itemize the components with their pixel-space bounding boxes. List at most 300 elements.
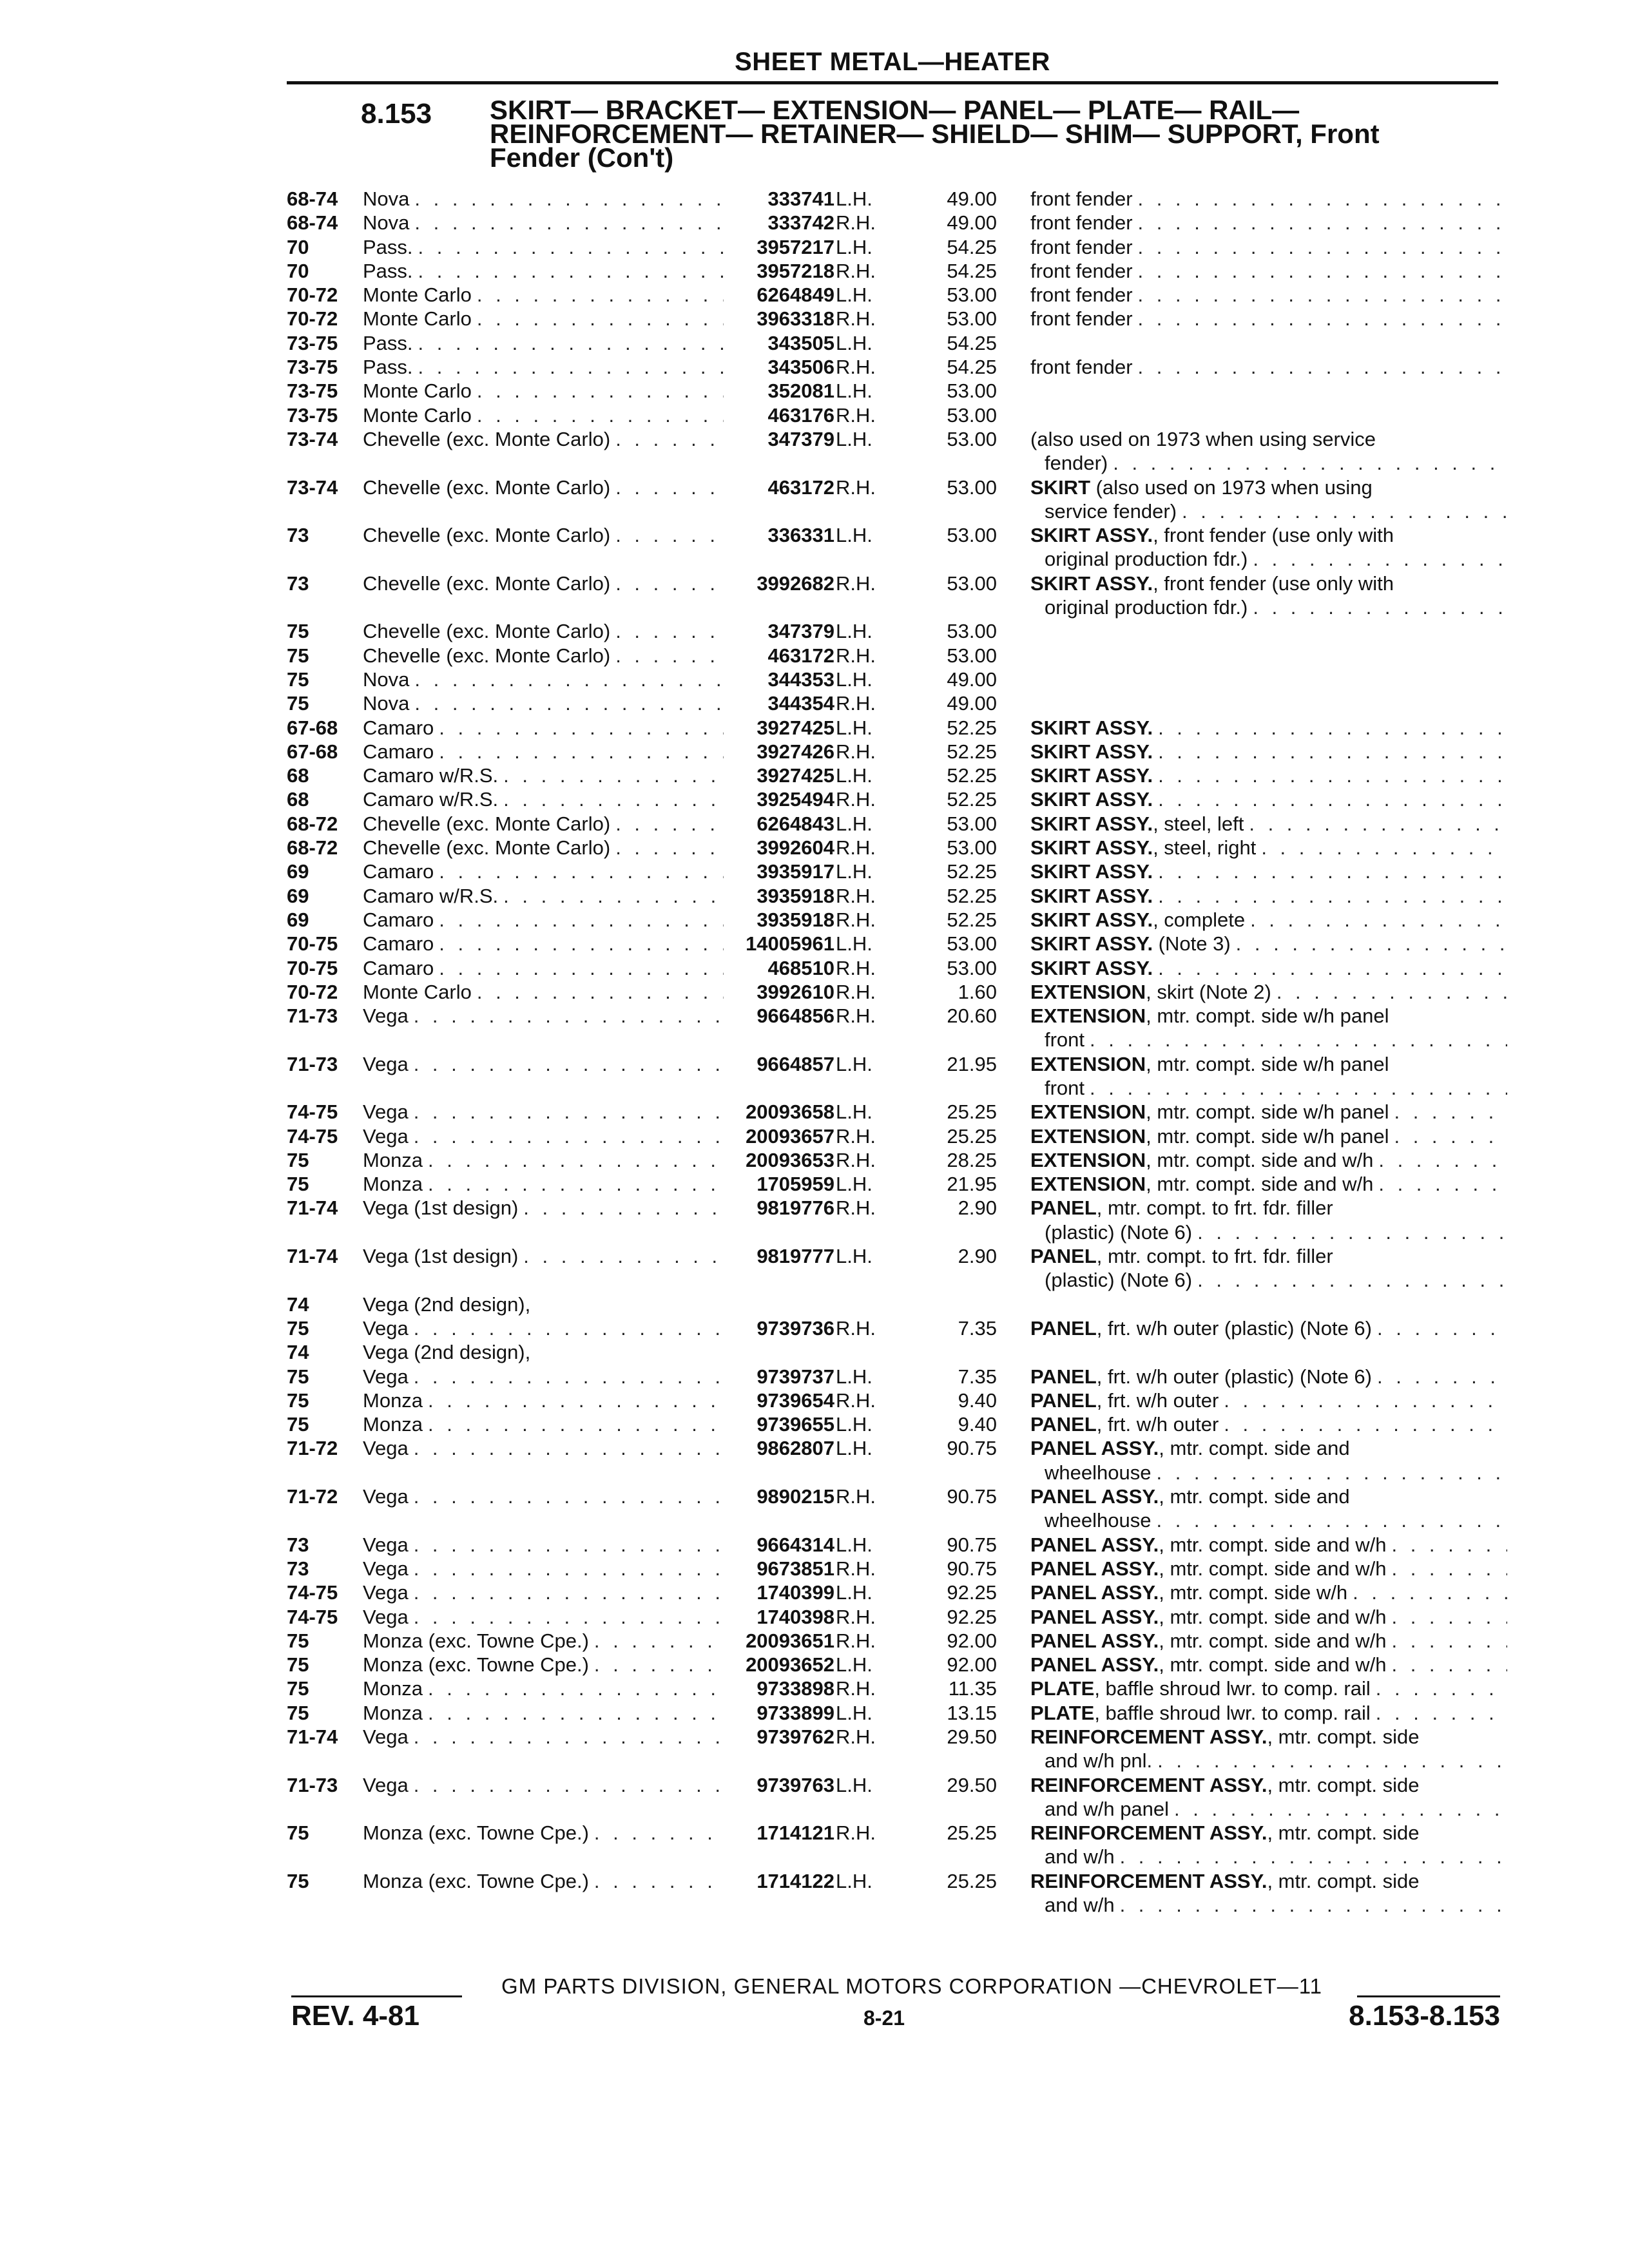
price-cell: 25.25: [947, 1869, 997, 1892]
part-number-cell: 1705959: [757, 1173, 834, 1196]
dot-leader: [1372, 1316, 1507, 1340]
description-detail: , mtr. compt. to frt. fdr. filler: [1096, 1196, 1333, 1220]
part-number-cell: 9862807: [757, 1437, 834, 1460]
description-detail: , mtr. compt. side w/h panel: [1146, 1004, 1389, 1028]
description-text: [1045, 1076, 1084, 1100]
description-keyword: PANEL ASSY.: [1030, 1533, 1159, 1556]
description-line: [1030, 523, 1507, 547]
dot-leader: [409, 1004, 724, 1028]
model-text: Chevelle (exc. Monte Carlo): [363, 836, 611, 860]
description-text: [1030, 1605, 1386, 1629]
description-text: [1030, 1052, 1389, 1076]
year-cell: 71-74: [287, 1196, 338, 1220]
side-cell: L.H.: [836, 1100, 872, 1124]
price-cell: 52.25: [947, 908, 997, 931]
description-line: [1030, 812, 1507, 836]
description-detail: original production fdr.): [1045, 548, 1248, 571]
dot-leader: [1248, 547, 1507, 571]
description-cell: [1030, 1244, 1507, 1293]
description-cell: [1030, 1581, 1507, 1604]
dot-leader: [1386, 1557, 1507, 1581]
table-row: [287, 668, 1501, 691]
dot-leader: [409, 211, 724, 235]
model-text: Vega (2nd design),: [363, 1341, 531, 1364]
description-detail: , mtr. compt. side and w/h: [1159, 1533, 1387, 1556]
part-number-cell: 468510: [767, 956, 834, 979]
description-text: [1030, 187, 1133, 211]
description-cell: [1030, 1725, 1507, 1773]
year-cell: 70: [287, 259, 309, 282]
table-row: [287, 1725, 1501, 1773]
description-detail: , mtr. compt. side w/h panel: [1146, 1100, 1389, 1124]
side-cell: R.H.: [836, 403, 876, 427]
description-keyword: SKIRT ASSY.: [1030, 788, 1153, 811]
description-keyword: PANEL: [1030, 1413, 1097, 1436]
description-line: [1030, 1028, 1507, 1052]
description-text: [1030, 932, 1231, 956]
model-text: Monza: [363, 1413, 423, 1436]
part-number-cell: 20093658: [746, 1100, 834, 1124]
price-cell: 54.25: [947, 331, 997, 354]
table-row: [287, 619, 1501, 643]
year-cell: 75: [287, 1389, 309, 1412]
side-cell: R.H.: [836, 1389, 876, 1412]
model-text: Monza (exc. Towne Cpe.): [363, 1629, 589, 1652]
description-text: [1030, 764, 1153, 787]
dot-leader: [409, 1365, 724, 1389]
description-cell: [1030, 932, 1507, 956]
model-text: Vega: [363, 1437, 409, 1460]
description-cell: [1030, 1869, 1507, 1917]
price-cell: 13.15: [947, 1701, 997, 1724]
price-cell: 53.00: [947, 620, 997, 643]
dot-leader: [1153, 764, 1507, 787]
description-line: [1030, 1076, 1507, 1100]
description-detail: , mtr. compt. side: [1267, 1821, 1420, 1845]
side-cell: R.H.: [836, 1316, 876, 1340]
description-detail: , mtr. compt. side and w/h: [1159, 1629, 1387, 1652]
description-cell: [1030, 740, 1507, 764]
dot-leader: [1219, 1389, 1507, 1412]
description-cell: [1030, 1389, 1507, 1412]
description-detail: , complete: [1153, 908, 1246, 931]
part-number-cell: 1740399: [757, 1581, 834, 1604]
description-cell: [1030, 523, 1507, 572]
dot-leader: [1271, 980, 1507, 1004]
model-cell: [363, 1533, 724, 1557]
year-cell: 68-72: [287, 836, 338, 860]
description-cell: [1030, 956, 1507, 980]
model-cell: [363, 1821, 724, 1845]
model-text: Chevelle (exc. Monte Carlo): [363, 476, 611, 499]
year-cell: 68-72: [287, 812, 338, 835]
description-text: [1030, 235, 1133, 259]
description-text: [1030, 427, 1376, 451]
description-text: [1045, 1461, 1151, 1485]
side-cell: L.H.: [836, 1413, 872, 1436]
dot-leader: [610, 619, 724, 643]
price-cell: 9.40: [958, 1413, 997, 1436]
year-cell: 75: [287, 1365, 309, 1388]
description-line: [1030, 1869, 1507, 1893]
description-text: [1030, 1124, 1389, 1148]
part-number-cell: 3935917: [757, 860, 834, 883]
description-text: [1045, 1749, 1152, 1773]
description-detail: and w/h: [1045, 1894, 1115, 1917]
description-detail: (also used on 1973 when using: [1090, 476, 1373, 499]
description-detail: , mtr. compt. side: [1267, 1725, 1420, 1748]
description-detail: , mtr. compt. side and w/h: [1159, 1653, 1387, 1677]
description-text: [1030, 740, 1153, 764]
model-cell: [363, 187, 724, 211]
description-line: [1030, 1316, 1507, 1340]
table-row: [287, 980, 1501, 1004]
description-text: [1030, 1533, 1386, 1557]
description-text: [1030, 283, 1133, 307]
model-text: Vega: [363, 1124, 409, 1148]
description-detail: wheelhouse: [1045, 1509, 1152, 1532]
description-cell: [1030, 1557, 1507, 1581]
table-row: [287, 1485, 1501, 1533]
model-text: Monte Carlo: [363, 403, 472, 427]
description-keyword: SKIRT ASSY.: [1030, 884, 1153, 907]
part-number-cell: 344353: [767, 668, 834, 691]
description-text: [1030, 1557, 1386, 1581]
price-cell: 2.90: [958, 1196, 997, 1220]
description-keyword: EXTENSION: [1030, 1100, 1146, 1124]
side-cell: R.H.: [836, 1821, 876, 1845]
model-cell: [363, 908, 724, 932]
year-cell: 69: [287, 884, 309, 907]
description-keyword: SKIRT ASSY.: [1030, 932, 1153, 956]
side-cell: R.H.: [836, 908, 876, 931]
description-cell: [1030, 307, 1507, 331]
model-cell: [363, 1148, 724, 1172]
description-cell: [1030, 572, 1507, 620]
description-keyword: PANEL: [1030, 1389, 1097, 1412]
description-line: [1030, 1581, 1507, 1604]
description-text: [1030, 1677, 1371, 1700]
dot-leader: [589, 1821, 724, 1845]
side-cell: R.H.: [836, 956, 876, 979]
model-cell: [363, 1293, 724, 1316]
part-number-cell: 3927426: [757, 740, 834, 763]
price-cell: 53.00: [947, 427, 997, 450]
price-cell: 25.25: [947, 1821, 997, 1845]
dot-leader: [498, 787, 724, 811]
price-cell: 53.00: [947, 812, 997, 835]
model-cell: [363, 1581, 724, 1604]
model-text: Vega: [363, 1557, 409, 1580]
year-cell: 69: [287, 908, 309, 931]
model-text: Camaro: [363, 908, 434, 931]
price-cell: 52.25: [947, 884, 997, 907]
price-cell: 53.00: [947, 836, 997, 860]
table-row: [287, 1004, 1501, 1052]
description-text: [1030, 476, 1373, 499]
table-row: [287, 379, 1501, 403]
description-text: [1030, 787, 1153, 811]
description-line: [1030, 1557, 1507, 1581]
model-text: Camaro w/R.S.: [363, 788, 499, 811]
price-cell: 90.75: [947, 1533, 997, 1556]
model-text: Monte Carlo: [363, 980, 472, 1003]
dot-leader: [518, 1196, 724, 1220]
price-cell: 54.25: [947, 356, 997, 379]
dot-leader: [434, 908, 724, 932]
year-cell: 73-75: [287, 380, 338, 403]
model-cell: [363, 379, 724, 403]
dot-leader: [1153, 787, 1507, 811]
part-number-cell: 9890215: [757, 1485, 834, 1508]
side-cell: L.H.: [836, 1365, 872, 1388]
table-row: [287, 1293, 1501, 1316]
description-keyword: SKIRT ASSY.: [1030, 956, 1153, 979]
part-number-cell: 9673851: [757, 1557, 834, 1580]
dot-leader: [1133, 283, 1507, 307]
table-row: [287, 1533, 1501, 1557]
table-row: [287, 1365, 1501, 1389]
model-cell: [363, 1485, 724, 1508]
description-line: [1030, 1461, 1507, 1485]
description-keyword: SKIRT ASSY.: [1030, 860, 1153, 883]
table-row: [287, 259, 1501, 283]
dot-leader: [1248, 595, 1507, 619]
table-row: [287, 1629, 1501, 1653]
description-line: [1030, 476, 1507, 499]
model-cell: [363, 1316, 724, 1340]
year-cell: 73-74: [287, 476, 338, 499]
model-text: Camaro: [363, 956, 434, 979]
price-cell: 49.00: [947, 187, 997, 210]
dot-leader: [434, 716, 724, 740]
description-keyword: EXTENSION: [1030, 980, 1146, 1003]
description-line: [1030, 1629, 1507, 1653]
side-cell: R.H.: [836, 476, 876, 499]
price-cell: 53.00: [947, 476, 997, 499]
model-cell: [363, 1412, 724, 1436]
description-cell: [1030, 1653, 1507, 1677]
description-line: [1030, 764, 1507, 787]
table-row: [287, 1172, 1501, 1196]
side-cell: R.H.: [836, 644, 876, 667]
description-detail: , mtr. compt. side: [1267, 1773, 1420, 1796]
description-text: [1030, 1821, 1419, 1845]
description-keyword: SKIRT: [1030, 476, 1090, 499]
price-cell: 53.00: [947, 380, 997, 403]
dot-leader: [1115, 1845, 1507, 1869]
part-number-cell: 3992604: [757, 836, 834, 860]
description-detail: , mtr. compt. side w/h panel: [1146, 1052, 1389, 1075]
dot-leader: [434, 956, 724, 980]
description-line: [1030, 1701, 1507, 1725]
side-cell: L.H.: [836, 716, 872, 739]
description-keyword: PANEL ASSY.: [1030, 1557, 1159, 1580]
model-text: Vega: [363, 1533, 409, 1556]
description-cell: [1030, 1052, 1507, 1100]
year-cell: 74: [287, 1293, 309, 1316]
description-text: [1030, 1196, 1333, 1220]
price-cell: 11.35: [948, 1677, 997, 1700]
description-detail: and w/h: [1045, 1845, 1115, 1869]
year-cell: 71-74: [287, 1725, 338, 1748]
side-cell: R.H.: [836, 572, 876, 595]
description-keyword: SKIRT ASSY.: [1030, 572, 1153, 595]
description-text: [1030, 1148, 1373, 1172]
footer-rule-right: [1357, 1995, 1500, 1997]
model-cell: [363, 1869, 724, 1893]
description-text: [1045, 1268, 1192, 1292]
model-cell: [363, 331, 724, 355]
model-text: Monte Carlo: [363, 307, 472, 331]
dot-leader: [423, 1412, 724, 1436]
table-row: [287, 187, 1501, 211]
description-line: [1030, 1244, 1507, 1268]
description-keyword: EXTENSION: [1030, 1148, 1146, 1171]
side-cell: L.H.: [836, 235, 872, 258]
year-cell: 69: [287, 860, 309, 883]
price-cell: 52.25: [947, 740, 997, 763]
model-text: Chevelle (exc. Monte Carlo): [363, 644, 611, 667]
description-keyword: SKIRT ASSY.: [1030, 740, 1153, 763]
section-title: SKIRT— BRACKET— EXTENSION— PANEL— PLATE— RAIL— REINFORCEMENT— RETAINER— SHIELD— SHIM— SUPPORT, Front Fender (Con't): [490, 95, 1380, 173]
model-cell: [363, 1172, 724, 1196]
year-cell: 73: [287, 1533, 309, 1556]
table-row: [287, 860, 1501, 883]
model-cell: [363, 787, 724, 811]
dot-leader: [409, 1533, 724, 1557]
dot-leader: [1386, 1605, 1507, 1629]
side-cell: L.H.: [836, 620, 872, 643]
description-keyword: PANEL ASSY.: [1030, 1653, 1159, 1677]
side-cell: L.H.: [836, 284, 872, 307]
description-line: [1030, 259, 1507, 283]
part-number-cell: 463172: [767, 476, 834, 499]
description-detail: , baffle shroud lwr. to comp. rail: [1094, 1677, 1371, 1700]
part-number-cell: 343505: [767, 331, 834, 354]
model-cell: [363, 884, 724, 908]
table-row: [287, 1581, 1501, 1604]
price-cell: 21.95: [947, 1052, 997, 1075]
part-number-cell: 352081: [767, 380, 834, 403]
description-keyword: EXTENSION: [1030, 1052, 1146, 1075]
description-line: [1030, 1533, 1507, 1557]
description-line: [1030, 211, 1507, 235]
model-cell: [363, 427, 724, 451]
description-cell: [1030, 1436, 1507, 1485]
model-cell: [363, 1389, 724, 1412]
dot-leader: [409, 1581, 724, 1604]
table-row: [287, 235, 1501, 259]
side-cell: R.H.: [836, 1605, 876, 1628]
price-cell: 90.75: [947, 1437, 997, 1460]
description-cell: [1030, 908, 1507, 932]
description-line: [1030, 187, 1507, 211]
description-cell: [1030, 259, 1507, 283]
dot-leader: [1347, 1581, 1507, 1604]
dot-leader: [409, 187, 724, 211]
side-cell: R.H.: [836, 1196, 876, 1220]
description-detail: , mtr. compt. side and w/h: [1146, 1148, 1374, 1171]
model-cell: [363, 1677, 724, 1700]
part-number-cell: 6264849: [757, 284, 834, 307]
table-row: [287, 1436, 1501, 1485]
model-cell: [363, 1629, 724, 1653]
table-row: [287, 908, 1501, 932]
dot-leader: [1256, 836, 1507, 860]
table-row: [287, 644, 1501, 668]
description-line: [1030, 1677, 1507, 1700]
description-line: [1030, 1773, 1507, 1797]
description-text: [1045, 1893, 1115, 1917]
description-detail: (also used on 1973 when using service: [1030, 427, 1376, 450]
dot-leader: [589, 1653, 724, 1677]
description-line: [1030, 884, 1507, 908]
dot-leader: [1177, 499, 1507, 523]
year-cell: 67-68: [287, 716, 338, 739]
year-cell: 75: [287, 1677, 309, 1700]
description-line: [1030, 1412, 1507, 1436]
side-cell: L.H.: [836, 1653, 872, 1677]
price-cell: 29.50: [947, 1725, 997, 1748]
description-cell: [1030, 764, 1507, 787]
description-cell: [1030, 187, 1507, 211]
table-row: [287, 1677, 1501, 1700]
model-cell: [363, 1701, 724, 1725]
dot-leader: [1169, 1797, 1507, 1821]
dot-leader: [409, 1124, 724, 1148]
description-text: [1030, 1412, 1219, 1436]
price-cell: 92.25: [947, 1581, 997, 1604]
dot-leader: [518, 1244, 724, 1268]
part-number-cell: 20093651: [746, 1629, 834, 1652]
year-cell: 70-75: [287, 956, 338, 979]
footer-revision: REV. 4-81: [291, 2000, 419, 2032]
page-header: SHEET METAL—HEATER: [735, 48, 1050, 76]
part-number-cell: 3935918: [757, 908, 834, 931]
model-cell: [363, 836, 724, 860]
dot-leader: [409, 1557, 724, 1581]
price-cell: 53.00: [947, 956, 997, 979]
model-text: Monte Carlo: [363, 380, 472, 403]
price-cell: 25.25: [947, 1124, 997, 1148]
model-cell: [363, 307, 724, 331]
dot-leader: [1386, 1533, 1507, 1557]
dot-leader: [498, 884, 724, 908]
description-line: [1030, 572, 1507, 595]
description-detail: and w/h pnl.: [1045, 1749, 1153, 1773]
model-cell: [363, 476, 724, 499]
year-cell: 75: [287, 1148, 309, 1171]
description-detail: front fender: [1030, 284, 1133, 307]
description-text: [1045, 499, 1177, 523]
model-cell: [363, 956, 724, 980]
dot-leader: [472, 307, 724, 331]
model-text: Nova: [363, 668, 410, 691]
footer-section-range: 8.153-8.153: [1349, 2000, 1500, 2032]
table-row: [287, 956, 1501, 980]
header-rule: [287, 81, 1498, 84]
description-keyword: PANEL: [1030, 1196, 1097, 1220]
side-cell: L.H.: [836, 1437, 872, 1460]
description-cell: [1030, 1821, 1507, 1869]
model-text: Pass.: [363, 259, 413, 282]
model-text: Nova: [363, 187, 410, 210]
description-text: [1030, 1365, 1372, 1389]
price-cell: 28.25: [947, 1148, 997, 1171]
description-cell: [1030, 980, 1507, 1004]
year-cell: 75: [287, 1821, 309, 1845]
